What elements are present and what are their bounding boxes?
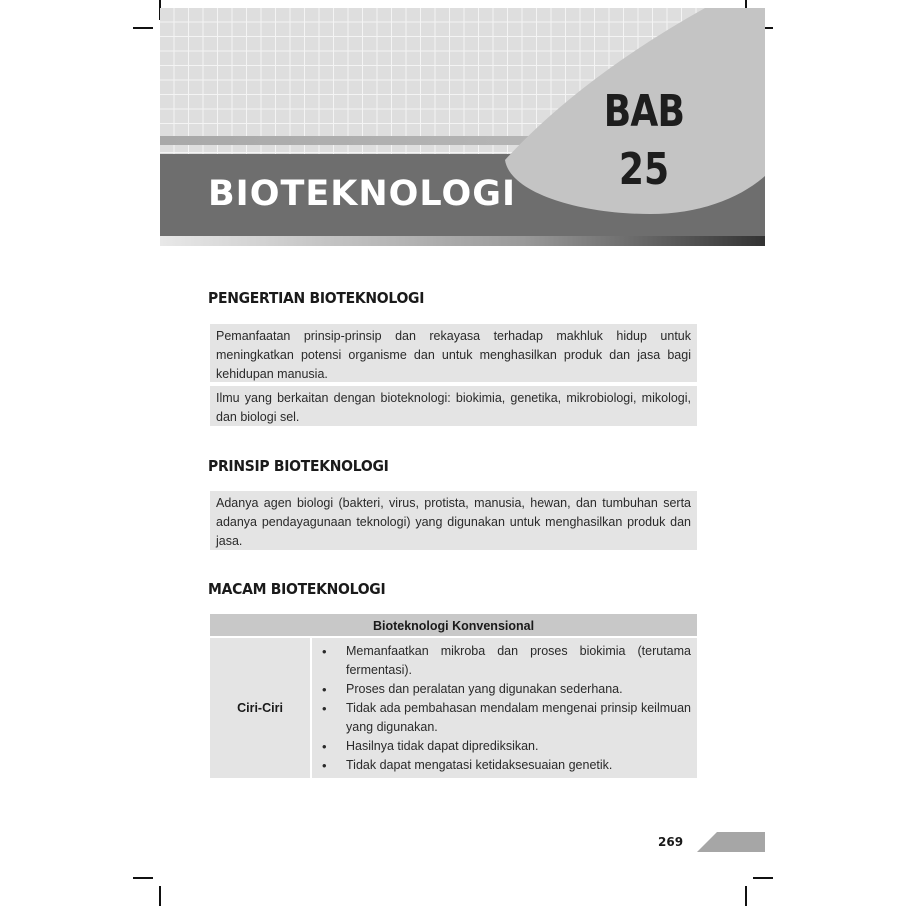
chapter-label: BAB: [603, 86, 685, 137]
crop-mark-bottom-left-vertical: [159, 886, 161, 906]
list-item: • Tidak ada pembahasan mendalam mengenai prinsip keilmuan yang digunakan.: [318, 699, 691, 737]
page-number-tab: [697, 832, 765, 852]
chapter-number: 25: [618, 144, 670, 195]
conventional-biotech-table: [210, 614, 697, 778]
page-number: 269: [658, 835, 684, 849]
definition-box: Pemanfaatan prinsip-prinsip dan rekayasa terhadap makhluk hidup untuk meningkatkan potensi organisme dan untuk menghasilkan produk dan jasa bagi kehidupan manusia.: [210, 324, 697, 382]
characteristics-list: [318, 642, 691, 775]
section-heading-prinsip: PRINSIP BIOTEKNOLOGI: [208, 457, 389, 475]
crop-mark-top-left-horizontal: [133, 27, 153, 29]
crop-mark-bottom-left-horizontal: [133, 877, 153, 879]
row-content: [312, 638, 697, 778]
chapter-title: BIOTEKNOLOGI: [208, 174, 516, 214]
list-item: • Proses dan peralatan yang digunakan sederhana.: [318, 680, 691, 699]
section-heading-pengertian: PENGERTIAN BIOTEKNOLOGI: [208, 289, 425, 307]
list-item: • Tidak dapat mengatasi ketidaksesuaian genetik.: [318, 756, 691, 775]
table-row: [210, 638, 697, 778]
section-heading-macam: MACAM BIOTEKNOLOGI: [208, 580, 386, 598]
crop-mark-bottom-right-horizontal: [753, 877, 773, 879]
related-fields-box: Ilmu yang berkaitan dengan bioteknologi: biokimia, genetika, mikrobiologi, mikologi, dan biologi sel.: [210, 386, 697, 426]
table-title: Bioteknologi Konvensional: [210, 614, 697, 636]
principle-box: Adanya agen biologi (bakteri, virus, protista, manusia, hewan, dan tumbuhan serta adanya pendayagunaan teknologi) yang digunakan untuk menghasilkan produk dan jasa.: [210, 491, 697, 550]
row-label: Ciri-Ciri: [210, 638, 310, 778]
list-item: • Hasilnya tidak dapat diprediksikan.: [318, 737, 691, 756]
list-item: • Memanfaatkan mikroba dan proses biokimia (terutama fermentasi).: [318, 642, 691, 680]
crop-mark-bottom-right-vertical: [745, 886, 747, 906]
